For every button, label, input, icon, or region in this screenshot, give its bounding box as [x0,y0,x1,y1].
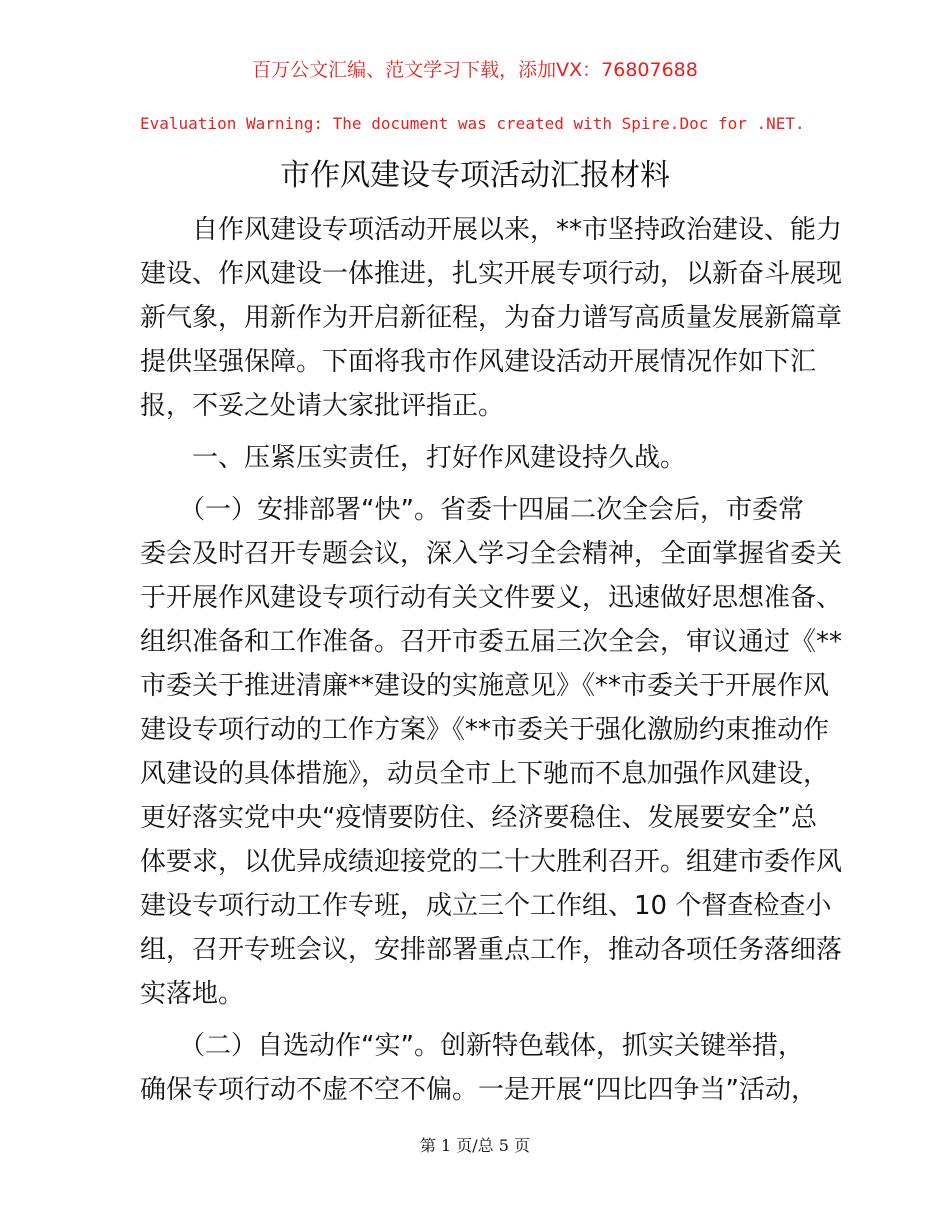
body-line: （一）安排部署“快”。省委十四届二次全会后，市委常 [140,495,804,525]
body-line: 于开展作风建设专项行动有关文件要义，迅速做好思想准备、 [140,583,843,613]
evaluation-warning: Evaluation Warning: The document was created with Spire.Doc for .NET. [140,114,805,133]
body-line: 提供坚强保障。下面将我市作风建设活动开展情况作如下汇 [140,347,817,377]
body-line: 委会及时召开专题会议，深入学习全会精神，全面掌握省委关 [140,539,843,569]
document-title: 市作风建设专项活动汇报材料 [280,158,670,193]
body-line: 风建设的具体措施》，动员全市上下驰而不息加强作风建设， [140,759,830,789]
body-line: 实落地。 [140,979,245,1009]
body-line: 体要求，以优异成绩迎接党的二十大胜利召开。组建市委作风 [140,847,843,877]
body-line: 自作风建设专项活动开展以来，**市坚持政治建设、能力 [140,215,843,245]
section-heading: 一、压紧压实责任，打好作风建设持久战。 [140,443,687,473]
body-line: （二）自选动作“实”。创新特色载体，抓实关键举措， [140,1031,804,1061]
promo-banner: 百万公文汇编、范文学习下载，添加VX：76807688 [252,59,698,81]
body-line: 报，不妥之处请大家批评指正。 [140,391,505,421]
body-line: 更好落实党中央“疫情要防住、经济要稳住、发展要安全”总 [140,803,817,833]
body-line: 组织准备和工作准备。召开市委五届三次全会，审议通过《** [140,627,843,657]
body-line: 建设专项行动的工作方案》《**市委关于强化激励约束推动作 [140,715,830,745]
body-line: 组，召开专班会议，安排部署重点工作，推动各项任务落细落 [140,935,843,965]
body-line: 确保专项行动不虚不空不偏。一是开展“四比四争当”活动， [140,1075,817,1105]
body-line: 建设专项行动工作专班，成立三个工作组、10 个督查检查小 [140,891,832,921]
document-body [140,208,843,1112]
body-line: 市委关于推进清廉**建设的实施意见》《**市委关于开展作风 [140,671,830,701]
body-line: 新气象，用新作为开启新征程，为奋力谱写高质量发展新篇章 [140,303,843,333]
body-line: 建设、作风建设一体推进，扎实开展专项行动，以新奋斗展现 [140,259,843,289]
page-indicator: 第 1 页/总 5 页 [419,1136,531,1155]
